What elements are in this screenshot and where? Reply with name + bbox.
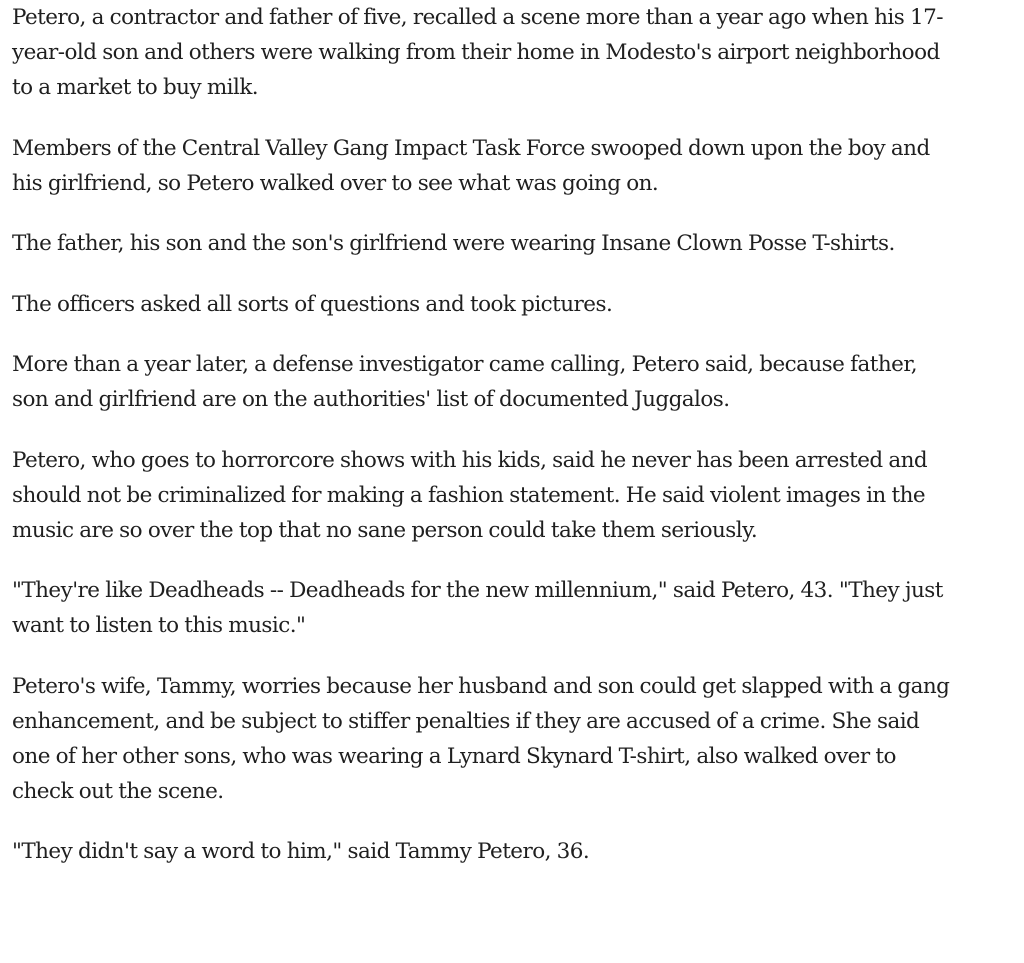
paragraph-7: "They're like Deadheads -- Deadheads for the new millennium," said Petero, 43. "They just want to listen to this music.": [12, 578, 943, 638]
paragraph-3: The father, his son and the son's girlfriend were wearing Insane Clown Posse T-shirts.: [12, 231, 895, 256]
paragraph-6: Petero, who goes to horrorcore shows with his kids, said he never has been arrested and should not be criminalized for making a fashion statement. He said violent images in the music are so over the top that no sane person could take them seriously.: [12, 447, 928, 543]
paragraph-5: More than a year later, a defense investigator came calling, Petero said, because father, son and girlfriend are on the authorities' list of documented Juggalos.: [12, 352, 917, 412]
paragraph-2: Members of the Central Valley Gang Impact Task Force swooped down upon the boy and his girlfriend, so Petero walked over to see what was going on.: [12, 135, 930, 196]
paragraph-9: "They didn't say a word to him," said Tammy Petero, 36.: [12, 839, 590, 864]
paragraph-8: Petero's wife, Tammy, worries because her husband and son could get slapped with a gang enhancement, and be subject to stiffer penalties if they are accused of a crime. She said one of her other sons, who was wearing a Lynard Skynard T-shirt, also walked over to check out the scene.: [12, 673, 950, 804]
paragraph-1: Petero, a contractor and father of five, recalled a scene more than a year ago when his 17-year-old son and others were walking from their home in Modesto's airport neighborhood to a market to buy milk.: [12, 5, 943, 100]
paragraph-4: The officers asked all sorts of questions and took pictures.: [12, 291, 613, 317]
